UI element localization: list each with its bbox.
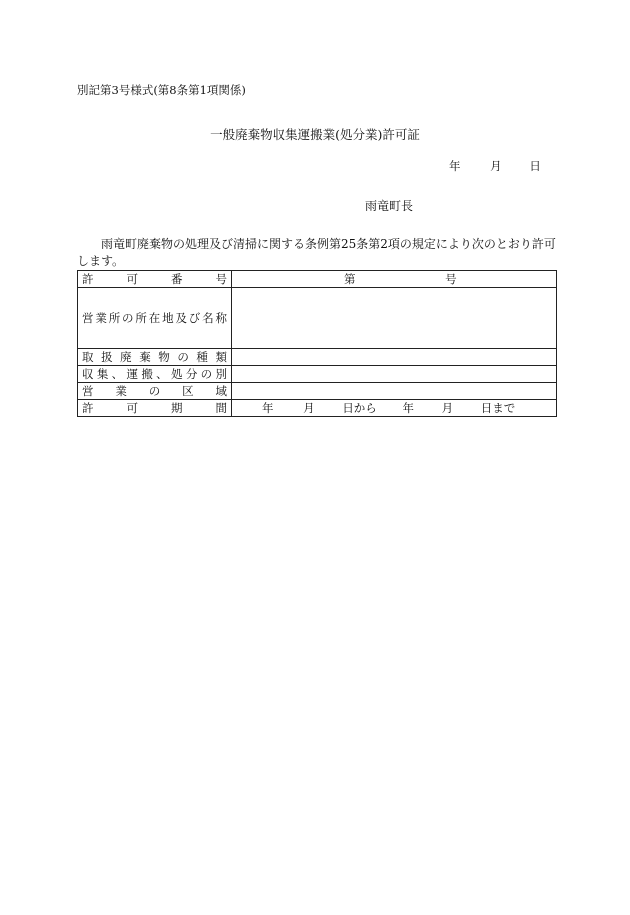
table-row: [78, 288, 557, 349]
form-reference: 別記第3号様式(第8条第1項関係): [77, 83, 246, 97]
document-title: 一般廃棄物収集運搬業(処分業)許可証: [210, 127, 420, 142]
date-year-unit: 年: [449, 159, 461, 173]
waste-type-value: [232, 349, 557, 366]
row-label-waste-type: 取扱廃棄物の種類: [78, 349, 232, 366]
period-year-2: 年: [402, 401, 414, 415]
row-label-business-area: 営業の区域: [78, 383, 232, 400]
period-year-1: 年: [262, 401, 274, 415]
table-row: [78, 400, 557, 417]
business-area-value: [232, 383, 557, 400]
table-row: [78, 271, 557, 288]
permit-number-prefix: 第: [344, 272, 356, 286]
table-row: [78, 383, 557, 400]
row-label-permit-number: 許可番号: [78, 271, 232, 288]
period-day-from: 日から: [342, 401, 377, 415]
row-label-business-type: 収集、運搬、処分の別: [78, 366, 232, 383]
permit-number-suffix: 号: [445, 272, 457, 286]
office-value: [232, 288, 557, 349]
permit-period-value: [232, 400, 557, 417]
row-label-permit-period: 許可期間: [78, 400, 232, 417]
period-day-to: 日まで: [480, 401, 516, 415]
date-line: [449, 158, 541, 174]
permit-table: [77, 270, 557, 417]
date-day-unit: 日: [529, 159, 541, 173]
row-label-office: 営業所の所在地及び名称: [78, 288, 232, 349]
issuer-name: 雨竜町長: [365, 199, 414, 213]
business-type-value: [232, 366, 557, 383]
period-month-2: 月: [441, 401, 454, 415]
date-month-unit: 月: [490, 159, 502, 173]
period-month-1: 月: [303, 401, 315, 415]
body-text: 雨竜町廃棄物の処理及び清掃に関する条例第25条第2項の規定により次のとおり許可します。: [77, 237, 556, 268]
table-row: [78, 366, 557, 383]
permit-number-value: [232, 271, 557, 288]
table-row: [78, 349, 557, 366]
